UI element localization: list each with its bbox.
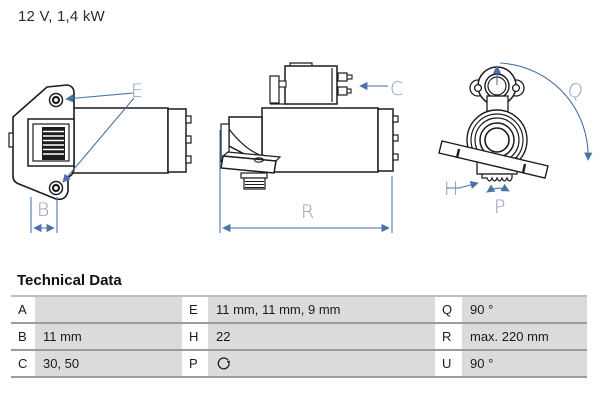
param-key-U: U [435, 351, 462, 376]
param-key-C: C [11, 351, 35, 376]
param-key-P: P [182, 351, 208, 376]
param-value-E: 11 mm, 11 mm, 9 mm [208, 297, 435, 322]
rear-view-drawing [439, 67, 548, 181]
front-view-drawing [9, 85, 191, 199]
power-rating-text: 12 V, 1,4 kW [18, 8, 105, 25]
param-value-R: max. 220 mm [462, 324, 587, 349]
dim-label-H: H [444, 178, 459, 200]
dim-label-B: B [37, 199, 50, 221]
param-value-B: 11 mm [35, 324, 182, 349]
param-value-P [208, 351, 435, 376]
param-value-A [35, 297, 182, 322]
param-key-R: R [435, 324, 462, 349]
param-key-Q: Q [435, 297, 462, 322]
param-key-B: B [11, 324, 35, 349]
dim-label-Q: Q [564, 78, 586, 104]
param-value-Q: 90 ° [462, 297, 587, 322]
dim-label-P: P [494, 196, 506, 218]
rotation-clockwise-icon [216, 356, 231, 371]
dim-label-E: E [131, 80, 144, 102]
technical-data-heading: Technical Data [17, 272, 122, 289]
param-value-H: 22 [208, 324, 435, 349]
param-value-C: 30, 50 [35, 351, 182, 376]
table-row [11, 297, 587, 324]
param-key-A: A [11, 297, 35, 322]
dim-label-R: R [301, 201, 315, 223]
param-key-E: E [182, 297, 208, 322]
side-view-drawing [221, 63, 398, 189]
technical-data-table [11, 295, 587, 378]
param-value-U: 90 ° [462, 351, 587, 376]
table-row [11, 351, 587, 378]
lamination-hatch [42, 127, 65, 160]
param-key-H: H [182, 324, 208, 349]
dim-label-C: C [390, 78, 404, 100]
table-row [11, 324, 587, 351]
